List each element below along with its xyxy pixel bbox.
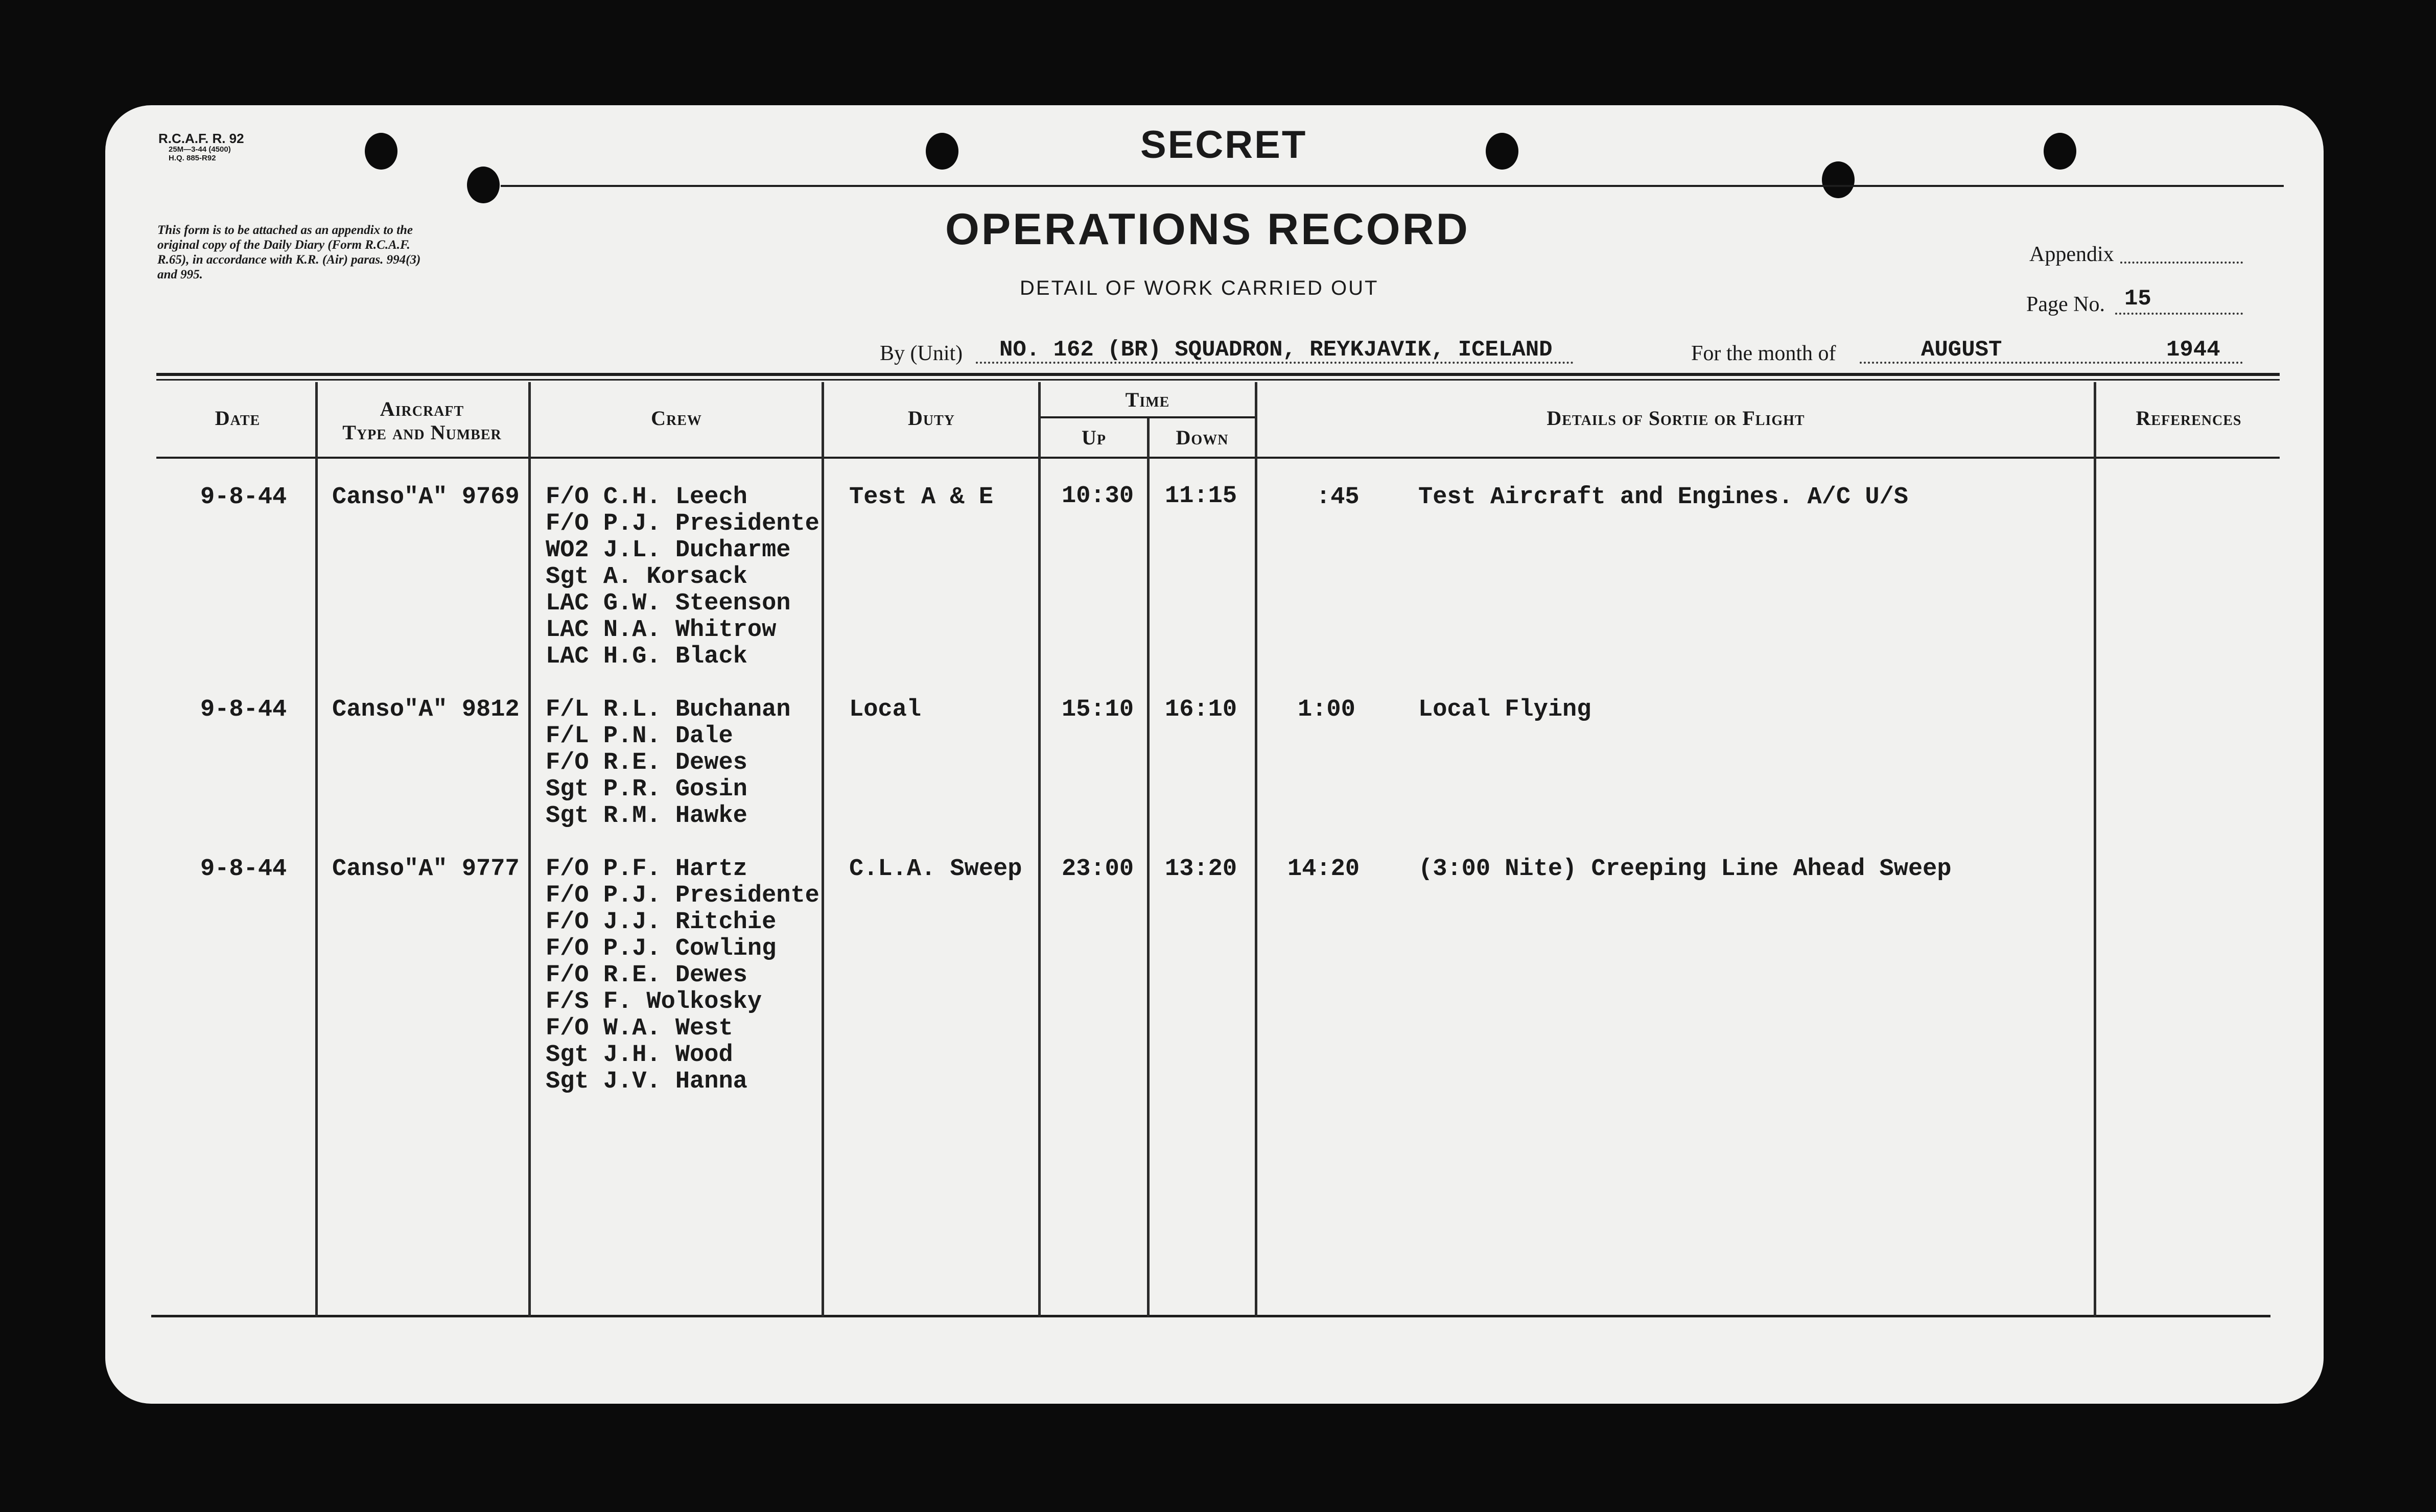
table-top-rule-thin <box>156 379 2280 381</box>
operations-record-card <box>105 105 2324 1404</box>
entry-details: Test Aircraft and Engines. A/C U/S <box>1418 484 1908 511</box>
page-subtitle: DETAIL OF WORK CARRIED OUT <box>1020 277 1379 299</box>
crew-member: F/O W.A. West <box>546 1015 733 1042</box>
month-line <box>1860 362 2243 364</box>
form-instructions: This form is to be attached as an appendix to the original copy of the Daily Diary (Form R.C.A.F. R.65), in accordance with K.R. (Air) paras. 994(3) and 995. <box>157 223 421 281</box>
crew-member: F/O P.J. Presidente <box>546 882 819 909</box>
punch-hole <box>467 167 500 203</box>
crew-member: F/O J.J. Ritchie <box>546 909 777 936</box>
crew-member: F/O P.J. Presidente <box>546 510 819 537</box>
crew-member: Sgt A. Korsack <box>546 563 747 590</box>
crew-member: WO2 J.L. Ducharme <box>546 537 791 564</box>
entry-duty: C.L.A. Sweep <box>849 856 1022 883</box>
unit-line <box>976 362 1574 364</box>
crew-member: Sgt J.H. Wood <box>546 1042 733 1069</box>
crew-member: Sgt R.M. Hawke <box>546 802 747 830</box>
punch-hole <box>2044 133 2076 170</box>
entry-time-up: 23:00 <box>1062 856 1134 883</box>
month-value: AUGUST <box>1921 337 2002 363</box>
entry-details: Local Flying <box>1418 696 1591 723</box>
appendix-label: Appendix <box>2029 243 2114 266</box>
col-rule <box>1147 418 1150 1317</box>
form-print-code: 25M—3-44 (4500) <box>169 145 231 154</box>
col-header-aircraft: Aircraft Type and Number <box>342 397 502 444</box>
unit-label: By (Unit) <box>880 342 963 365</box>
col-header-crew: Crew <box>651 407 702 430</box>
col-header-duty: Duty <box>907 407 955 430</box>
col-header-up: Up <box>1082 426 1106 449</box>
entry-time-up: 15:10 <box>1062 696 1134 723</box>
page-number-line <box>2115 313 2243 315</box>
entry-time-down: 16:10 <box>1165 696 1237 723</box>
crew-member: Sgt J.V. Hanna <box>546 1068 747 1095</box>
crew-member: F/O P.J. Cowling <box>546 935 777 962</box>
crew-member: F/O C.H. Leech <box>546 484 747 511</box>
top-rule <box>501 185 2284 187</box>
col-rule <box>1255 382 1257 1317</box>
unit-value: NO. 162 (BR) SQUADRON, REYKJAVIK, ICELAND <box>999 337 1553 363</box>
col-rule <box>2094 382 2096 1317</box>
crew-member: LAC H.G. Black <box>546 643 747 670</box>
entry-details: (3:00 Nite) Creeping Line Ahead Sweep <box>1418 856 1952 883</box>
entry-duty: Test A & E <box>849 484 994 511</box>
entry-aircraft: Canso"A" 9812 <box>332 696 520 723</box>
col-header-down: Down <box>1176 426 1229 449</box>
crew-member: LAC N.A. Whitrow <box>546 617 777 644</box>
page-number-value: 15 <box>2124 286 2151 312</box>
crew-member: F/O R.E. Dewes <box>546 962 747 989</box>
crew-member: F/L P.N. Dale <box>546 723 733 750</box>
entry-date: 9-8-44 <box>200 484 287 511</box>
crew-member: LAC G.W. Steenson <box>546 590 791 617</box>
crew-member: F/O P.F. Hartz <box>546 856 747 883</box>
entry-date: 9-8-44 <box>200 856 287 883</box>
punch-hole <box>1486 133 1518 170</box>
col-rule <box>315 382 318 1317</box>
col-rule <box>1038 382 1041 1317</box>
punch-hole <box>926 133 958 170</box>
col-rule <box>822 382 824 1317</box>
table-top-rule <box>156 373 2280 376</box>
appendix-line <box>2120 262 2243 264</box>
col-header-references: References <box>2136 407 2242 430</box>
entry-duration: 1:00 <box>1298 696 1355 723</box>
page-number-label: Page No. <box>2026 293 2105 316</box>
entry-time-down: 11:15 <box>1165 483 1237 510</box>
entry-aircraft: Canso"A" 9777 <box>332 856 520 883</box>
crew-member: F/S F. Wolkosky <box>546 988 762 1015</box>
col-header-date: Date <box>215 407 261 430</box>
col-rule <box>528 382 531 1317</box>
entry-duration: 14:20 <box>1287 856 1360 883</box>
header-bottom-rule <box>156 457 2280 459</box>
entry-crew-list <box>546 697 790 830</box>
page-title: OPERATIONS RECORD <box>945 205 1470 254</box>
crew-member: F/O R.E. Dewes <box>546 749 747 776</box>
entry-duration: :45 <box>1316 484 1360 511</box>
col-header-time: Time <box>1125 388 1170 411</box>
form-number: R.C.A.F. R. 92 25M—3-44 (4500) H.Q. 885-R92 <box>158 131 244 162</box>
year-value: 1944 <box>2166 337 2220 363</box>
entry-crew-list <box>546 484 819 670</box>
crew-member: F/L R.L. Buchanan <box>546 696 791 723</box>
entry-aircraft: Canso"A" 9769 <box>332 484 520 511</box>
entry-date: 9-8-44 <box>200 696 287 723</box>
entry-duty: Local <box>849 696 922 723</box>
form-hq-code: H.Q. 885-R92 <box>169 154 216 162</box>
entry-time-down: 13:20 <box>1165 856 1237 883</box>
col-header-details: Details of Sortie or Flight <box>1547 407 1805 430</box>
punch-hole <box>1822 161 1855 198</box>
entry-time-up: 10:30 <box>1062 483 1134 510</box>
classification-stamp: SECRET <box>1140 123 1307 167</box>
punch-hole <box>365 133 397 170</box>
table-bottom-rule <box>151 1315 2270 1317</box>
entry-crew-list <box>546 856 819 1095</box>
month-label: For the month of <box>1691 342 1836 365</box>
crew-member: Sgt P.R. Gosin <box>546 776 747 803</box>
